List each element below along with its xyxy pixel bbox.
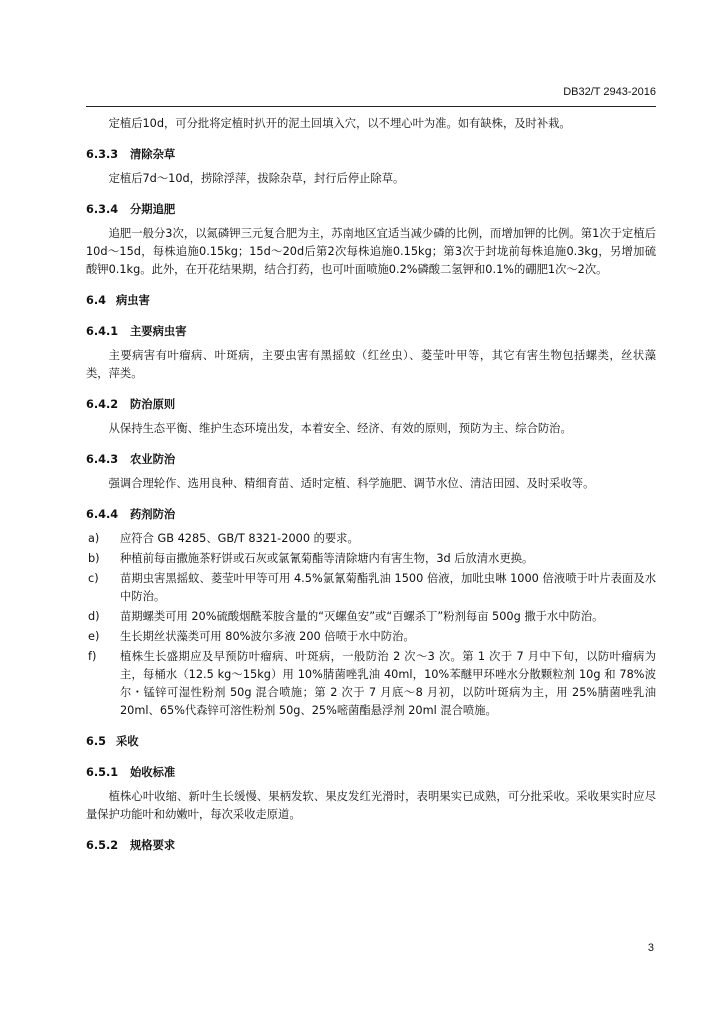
section-heading-6-5-1 bbox=[86, 764, 656, 782]
paragraph-principles: 从保持生态平衡、维护生态环境出发，本着安全、经济、有效的原则，预防为主、综合防治。 bbox=[108, 422, 572, 435]
paragraph-main-pests: 主要病害有叶瘤病、叶斑病，主要虫害有黑摇蚊（红丝虫）、菱莹叶甲等，其它有害生物包括螺类，丝状藻类，萍类。 bbox=[86, 349, 656, 380]
section-number: 6.5 bbox=[86, 735, 107, 748]
page-body bbox=[86, 115, 656, 861]
section-title: 防治原则 bbox=[130, 398, 176, 411]
paragraph-agricultural-control: 强调合理轮作、选用良种、精细育苗、适时定植、科学施肥、调节水位、清洁田园、及时采收等。 bbox=[108, 477, 595, 490]
page-number: 3 bbox=[647, 942, 654, 954]
section-number: 6.4.2 bbox=[86, 398, 119, 411]
section-number: 6.4 bbox=[86, 294, 107, 307]
section-title: 规格要求 bbox=[130, 839, 176, 852]
list-item bbox=[86, 628, 656, 646]
section-title: 药剂防治 bbox=[130, 508, 176, 521]
section-number: 6.4.4 bbox=[86, 508, 119, 521]
list-marker: a) bbox=[88, 532, 100, 545]
list-item-text: 苗期螺类可用 20%硫酸烟酰苯胺含量的“灭螺鱼安”或“百螺杀丁”粉剂每亩 500g 撒于水中防治。 bbox=[120, 610, 604, 623]
section-number: 6.3.4 bbox=[86, 203, 119, 216]
section-heading-6-3-3 bbox=[86, 146, 656, 164]
list-item bbox=[86, 570, 656, 606]
header-rule bbox=[86, 106, 656, 107]
section-heading-6-4-2 bbox=[86, 396, 656, 414]
section-heading-6-5-2 bbox=[86, 837, 656, 855]
list-item bbox=[86, 648, 656, 720]
list-item bbox=[86, 530, 656, 548]
list-marker: f) bbox=[88, 650, 97, 663]
section-title: 采收 bbox=[116, 735, 139, 748]
list-marker: c) bbox=[88, 572, 99, 585]
list-item bbox=[86, 550, 656, 568]
section-number: 6.5.1 bbox=[86, 766, 119, 779]
section-number: 6.4.3 bbox=[86, 453, 119, 466]
chemical-control-list bbox=[86, 530, 656, 720]
paragraph-fertilizing: 追肥一般分3次，以氮磷钾三元复合肥为主，苏南地区宜适当减少磷的比例，而增加钾的比例。第1次于定植后10d～15d，每株追施0.15kg；15d～20d后第2次每株追施0.15kg；第3次于封垅前每株追施0.3kg，另增加硫酸钾0.1kg。此外，在开花结果期，结合打药，也可叶面喷施0.2%磷酸二氢钾和0.1%的硼肥1次～2次。 bbox=[86, 227, 656, 276]
list-marker: d) bbox=[88, 610, 100, 623]
list-item-text: 生长期丝状藻类可用 80%波尔多液 200 倍喷于水中防治。 bbox=[120, 630, 415, 643]
list-item-text: 苗期虫害黑摇蚊、菱莹叶甲等可用 4.5%氯氰菊酯乳油 1500 倍液，加吡虫啉 1000 倍液喷于叶片表面及水中防治。 bbox=[120, 572, 656, 603]
section-title: 清除杂草 bbox=[130, 148, 176, 161]
section-number: 6.5.2 bbox=[86, 839, 119, 852]
section-heading-6-5 bbox=[86, 733, 656, 751]
section-heading-6-4-4 bbox=[86, 506, 656, 524]
paragraph-replanting: 定植后10d，可分批将定植时扒开的泥土回填入穴，以不埋心叶为准。如有缺株，及时补栽。 bbox=[108, 117, 571, 130]
section-title: 分期追肥 bbox=[130, 203, 176, 216]
paragraph-weeding: 定植后7d～10d，捞除浮萍，拔除杂草，封行后停止除草。 bbox=[108, 172, 405, 185]
section-heading-6-3-4 bbox=[86, 201, 656, 219]
section-number: 6.4.1 bbox=[86, 325, 119, 338]
list-item-text: 植株生长盛期应及早预防叶瘤病、叶斑病，一般防治 2 次～3 次。第 1 次于 7 月中下旬，以防叶瘤病为主，每桶水（12.5 kg～15kg）用 10%腈菌唑乳油 40ml，10%苯醚甲环唑水分散颗粒剂 10g 和 78%波尔・锰锌可湿性粉剂 50g 混合喷施；第 2 次于 7 月底～8 月初，以防叶斑病为主，用 25%腈菌唑乳油 20ml、65%代森锌可溶性粉剂 50g、25%嘧菌酯悬浮剂 20ml 混合喷施。 bbox=[120, 650, 656, 717]
section-heading-6-4 bbox=[86, 292, 656, 310]
section-heading-6-4-3 bbox=[86, 451, 656, 469]
document-id: DB32/T 2943-2016 bbox=[563, 86, 656, 98]
section-title: 农业防治 bbox=[130, 453, 176, 466]
paragraph-harvest-standard: 植株心叶收缩、新叶生长缓慢、果柄发软、果皮发红光滑时，表明果实已成熟，可分批采收。采收果实时应尽量保护功能叶和幼嫩叶，每次采收走原道。 bbox=[86, 790, 656, 821]
list-item bbox=[86, 608, 656, 626]
section-title: 始收标准 bbox=[130, 766, 176, 779]
section-title: 病虫害 bbox=[116, 294, 150, 307]
section-number: 6.3.3 bbox=[86, 148, 119, 161]
list-marker: e) bbox=[88, 630, 100, 643]
list-marker: b) bbox=[88, 552, 100, 565]
section-title: 主要病虫害 bbox=[130, 325, 187, 338]
list-item-text: 种植前每亩撒施茶籽饼或石灰或氯氰菊酯等清除塘内有害生物，3d 后放清水更换。 bbox=[120, 552, 534, 565]
list-item-text: 应符合 GB 4285、GB/T 8321-2000 的要求。 bbox=[120, 532, 359, 545]
section-heading-6-4-1 bbox=[86, 323, 656, 341]
